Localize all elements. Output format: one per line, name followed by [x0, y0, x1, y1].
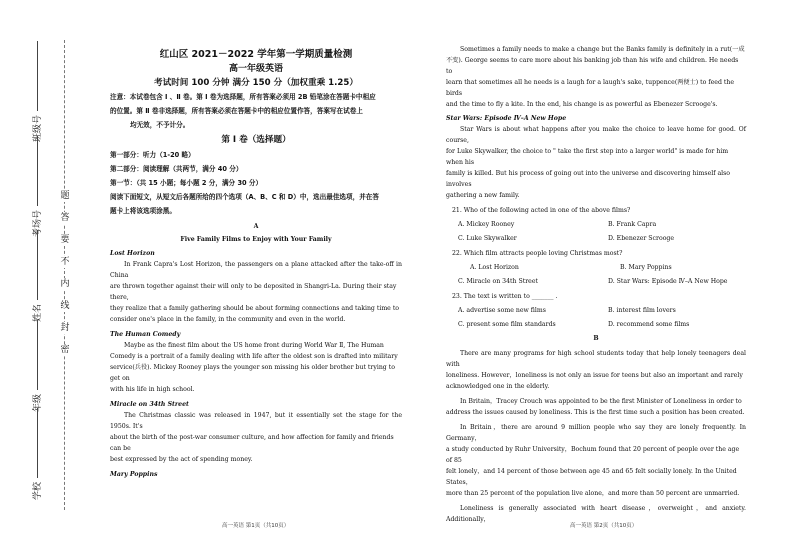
name-input-line[interactable] [37, 230, 38, 300]
passage-text-line: acknowledged one in the elderly. [446, 383, 550, 390]
seal-line [64, 40, 65, 510]
option-b[interactable]: B. Mary Poppins [620, 264, 672, 271]
volume-heading: 第 Ⅰ 卷（选择题） [221, 135, 291, 145]
film-text-line: consider one's place in the family, in the community and even in the world. [110, 316, 346, 323]
film-text-line: Comedy is a portrait of a family dealing with life after the oldest son is drafted into military [110, 353, 398, 360]
school-input-line[interactable] [37, 408, 38, 478]
film-text-line: The Christmas classic was released in 1947, but it essentially set the stage for the 1950s. It's [110, 412, 402, 430]
question-23: 23. The text is written to _______ . [452, 293, 558, 300]
option-c[interactable]: C. Miracle on 34th Street [458, 278, 538, 285]
option-d[interactable]: D. Ebenezer Scrooge [608, 235, 675, 242]
class-input-line[interactable] [37, 41, 38, 111]
grade-field: 年级 [30, 368, 50, 412]
film-title: The Human Comedy [110, 331, 181, 338]
seal-char: 题 [60, 191, 70, 201]
passage-letter: A [253, 223, 259, 230]
passage-text-line: loneliness. However，loneliness is not only an issue for teens but also an important and rarely [446, 372, 743, 379]
film-title: Miracle on 34th Street [110, 401, 189, 408]
passage-text-line: felt lonely，and 14 percent of those between age 45 and 65 felt socially lonely. In the United States， [446, 468, 737, 486]
class-field: 班级号 [30, 98, 50, 142]
seal-char: 内 [60, 279, 70, 289]
passage-letter: B [593, 335, 599, 342]
seal-char: 不 [60, 257, 70, 267]
option-a[interactable]: A. Mickey Rooney [458, 221, 515, 228]
question-22: 22. Which film attracts people loving Christmas most? [452, 250, 623, 257]
seal-char: 密 [60, 345, 70, 355]
page-1 [110, 48, 402, 480]
question-options [446, 262, 746, 273]
seal-char: 线 [60, 301, 70, 311]
passage-text-line: In Britain，there are around 9 million people who say they are lonely frequently. In Germany， [446, 424, 746, 442]
option-a[interactable]: A. advertise some new films [458, 307, 546, 314]
film-text-line: 不变). George seems to care more about his banking job than his wife and children. He needs to [446, 57, 739, 75]
seal-char: 要 [60, 235, 70, 245]
seal-char: 答 [60, 213, 70, 223]
exam-subtitle: 高一年级英语 [228, 64, 283, 74]
passage-text-line: more than 25 percent of the population live alone，and more than 50 percent are unmarried. [446, 490, 740, 497]
film-text-line: Maybe as the finest film about the US home front during World War Ⅱ, The Human [124, 342, 384, 349]
film-text-line: are thrown together against their will only to be deposited in Shangri-La. During their stay there, [110, 283, 397, 301]
film-text-line: service(兵役). Mickey Rooney plays the younger son missing his older brother but trying to get on [110, 364, 395, 382]
instruction-line: 题卡上将该选项涂黑。 [110, 207, 176, 215]
option-d[interactable]: D. Star Wars: Episode Ⅳ–A New Hope [608, 278, 728, 285]
notice-line: 均无效，不予计分。 [130, 121, 190, 129]
exam-room-input-line[interactable] [37, 136, 38, 206]
question-options [446, 305, 746, 316]
film-title: Star Wars: Episode Ⅳ–A New Hope [446, 115, 567, 122]
option-c[interactable]: C. Luke Skywalker [458, 235, 517, 242]
film-text-line: best expressed by the act of spending money. [110, 456, 253, 463]
film-text-line: In Frank Capra's Lost Horizon, the passengers on a plane attacked after the take-off in China [110, 261, 402, 279]
film-text-line: Star Wars is about what happens after you make the choice to leave home for good. Of course, [446, 126, 746, 144]
page-2 [446, 44, 746, 525]
option-c[interactable]: C. present some film standards [458, 321, 556, 328]
school-field: 学校 [30, 456, 50, 500]
exam-time: 考试时间 100 分钟 满分 150 分（加权重乘 1.25） [154, 78, 358, 88]
part-heading: 第二部分：阅读理解（共两节，满分 40 分） [110, 165, 243, 173]
film-text-line: learn that sometimes all he needs is a laugh for a laugh's sake, tuppence(两便士) to feed the birds [446, 79, 735, 97]
grade-input-line[interactable] [37, 320, 38, 390]
film-text-line: gathering a new family. [446, 192, 520, 199]
question-options [446, 233, 746, 244]
exam-room-field: 考场号 [30, 193, 50, 237]
notice-line: 的位置。第 Ⅱ 卷非选择题，所有答案必须在答题卡中的相应位置作答，答案写在试卷上 [110, 107, 363, 115]
film-text-line: about the birth of the post-war consumer culture, and how affection for family and friends can be [110, 434, 394, 452]
exam-title: 红山区 2021－2022 学年第一学期质量检测 [159, 49, 353, 60]
option-d[interactable]: D. recommend some films [608, 321, 690, 328]
part-heading: 第一部分：听力（1-20 略） [110, 151, 195, 159]
instruction-line: 阅读下面短文，从短文后各题所给的四个选项（A、B、C 和 D）中，选出最佳选项，并在答 [110, 193, 379, 201]
film-text-line: they realize that a family gathering should be about forming connections and taking time to [110, 305, 400, 312]
option-b[interactable]: B. interest film lovers [608, 307, 676, 314]
film-text-line: and the time to fly a kite. In the end, his change is as powerful as Ebenezer Scrooge's. [446, 101, 718, 108]
question-options [446, 219, 746, 230]
seal-char: 封 [60, 323, 70, 333]
film-text-line: family is killed. But his process of going out into the universe and discovering himself also involves [446, 170, 731, 188]
option-b[interactable]: B. Frank Capra [608, 221, 657, 228]
question-options [446, 276, 746, 287]
binding-margin [0, 0, 80, 546]
notice-line: 注意：本试卷包含 Ⅰ 、Ⅱ 卷。第 Ⅰ 卷为选择题，所有答案必须用 2B 铅笔涂在答题卡中相应 [110, 93, 376, 101]
section-heading: 第一节：（共 15 小题；每小题 2 分，满分 30 分） [110, 179, 263, 187]
passage-text-line: a study conducted by Ruhr University，Bochum found that 20 percent of people over the age of 85 [446, 446, 740, 464]
option-a[interactable]: A. Lost Horizon [470, 264, 519, 271]
question-options [446, 319, 746, 330]
page-2-footer: 高一英语 第2页（共10页） [570, 523, 638, 529]
passage-text-line: In Britain，Tracey Crouch was appointed to be the first Minister of Loneliness in order to [460, 398, 742, 405]
passage-title: Five Family Films to Enjoy with Your Family [180, 236, 332, 243]
film-text-line: with his life in high school. [110, 386, 195, 393]
film-text-line: for Luke Skywalker, the choice to " take the first step into a larger world" is made for him when his [446, 148, 729, 166]
passage-text-line: There are many programs for high school students today that help lonely teenagers deal with [446, 350, 746, 368]
passage-text-line: Loneliness is generally associated with heart disease，overweight，and anxiety. Additionally， [446, 505, 746, 523]
name-field: 姓名 [30, 278, 50, 322]
film-text-line: Sometimes a family needs to make a change but the Banks family is definitely in a rut(一成 [460, 46, 745, 53]
passage-text-line: address the issues caused by loneliness. This is the first time such a position has been created. [446, 409, 745, 416]
film-title: Mary Poppins [110, 471, 158, 478]
film-title: Lost Horizon [110, 250, 155, 257]
question-21: 21. Who of the following acted in one of the above films? [452, 207, 631, 214]
page-1-footer: 高一英语 第1页（共10页） [222, 523, 290, 529]
